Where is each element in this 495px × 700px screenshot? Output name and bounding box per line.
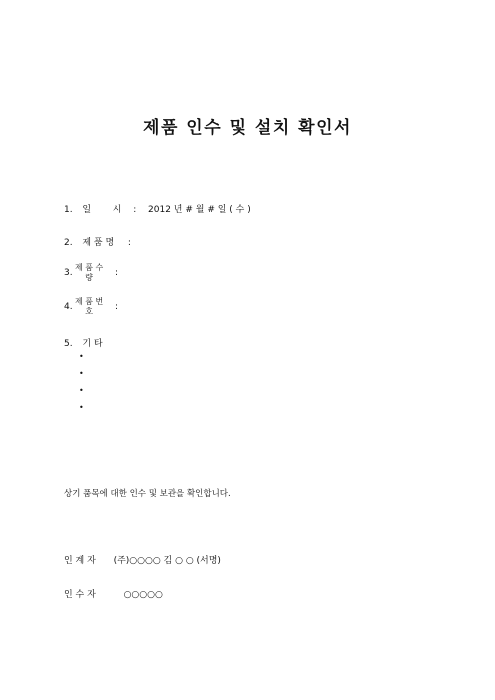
- date-colon: :: [133, 205, 137, 215]
- confirmation-statement: 상기 품목에 대한 인수 및 보관을 확인합니다.: [64, 489, 231, 499]
- document-title: 제품 인수 및 설치 확인서: [143, 118, 352, 138]
- serial-label-top: 제 품 번: [75, 297, 104, 306]
- bullet-point: •: [79, 352, 84, 361]
- product-name-row: [64, 235, 131, 248]
- handover-row: [64, 553, 221, 566]
- quantity-number: 3.: [64, 268, 73, 278]
- receiver-value: ○○○○○: [123, 590, 163, 600]
- date-row: [64, 202, 251, 215]
- quantity-label: [75, 263, 103, 283]
- other-row: [64, 336, 103, 349]
- receiver-label: 인 수 자: [64, 590, 96, 600]
- serial-number: 4.: [64, 302, 73, 312]
- serial-label-bottom: 호: [85, 307, 93, 316]
- date-label-a: 일: [82, 205, 92, 215]
- item-number: 1.: [64, 205, 73, 215]
- item-number: 5.: [64, 339, 73, 349]
- serial-label: [75, 297, 103, 317]
- quantity-label-top: 제 품 수: [75, 263, 104, 272]
- product-name-colon: :: [127, 238, 131, 248]
- serial-colon: :: [115, 302, 119, 312]
- receiver-row: [64, 587, 163, 600]
- quantity-colon: :: [115, 268, 119, 278]
- other-label: 기 타: [82, 339, 103, 349]
- bullet-point: •: [79, 386, 84, 395]
- handover-value: (주)○○○○ 김 ○ ○ (서명): [113, 556, 221, 566]
- bullet-point: •: [79, 403, 84, 412]
- item-number: 2.: [64, 238, 73, 248]
- date-value: 2012 년 # 월 # 일 ( 수 ): [148, 205, 251, 215]
- date-label-b: 시: [112, 205, 122, 215]
- handover-label: 인 계 자: [64, 556, 96, 566]
- quantity-label-bottom: 량: [85, 273, 93, 282]
- bullet-point: •: [79, 369, 84, 378]
- product-name-label: 제 품 명: [82, 238, 115, 248]
